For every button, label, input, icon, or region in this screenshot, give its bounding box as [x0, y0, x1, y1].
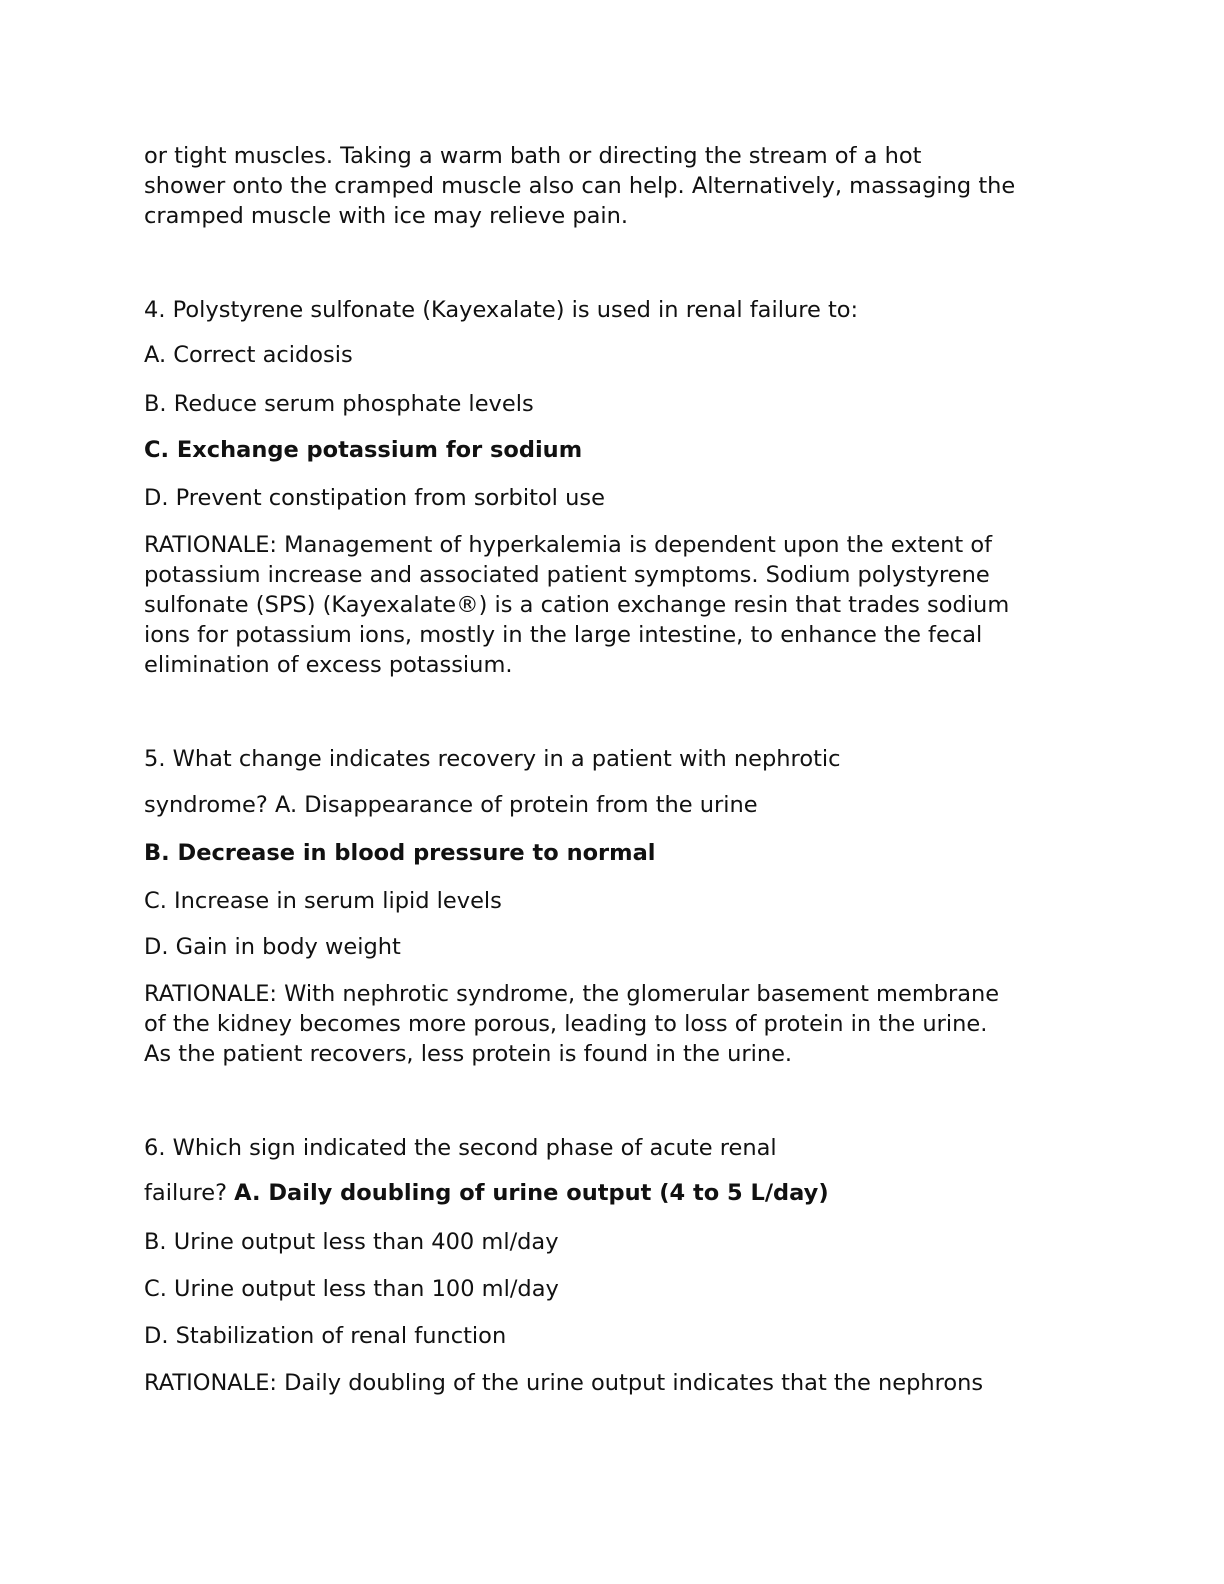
question-6-prefix: failure?: [144, 1180, 235, 1206]
q4-rationale-line: RATIONALE: Management of hyperkalemia is dependent upon the extent of: [144, 532, 993, 558]
q4-rationale-line: elimination of excess potassium.: [144, 652, 513, 678]
q6-option-a-answer: A. Daily doubling of urine output (4 to 5 L/day): [234, 1180, 829, 1206]
q5-option-d: D. Gain in body weight: [144, 934, 401, 960]
q6-option-d: D. Stabilization of renal function: [144, 1323, 507, 1349]
q4-rationale-line: potassium increase and associated patient symptoms. Sodium polystyrene: [144, 562, 990, 588]
question-5-line1: 5. What change indicates recovery in a patient with nephrotic: [144, 746, 841, 772]
question-6-line2: [144, 1178, 829, 1208]
intro-line: cramped muscle with ice may relieve pain.: [144, 203, 629, 229]
q5-rationale-line: of the kidney becomes more porous, leading to loss of protein in the urine.: [144, 1011, 988, 1037]
q6-option-b: B. Urine output less than 400 ml/day: [144, 1229, 559, 1255]
question-6-line1: 6. Which sign indicated the second phase of acute renal: [144, 1135, 777, 1161]
q4-option-a: A. Correct acidosis: [144, 342, 353, 368]
q4-option-b: B. Reduce serum phosphate levels: [144, 391, 534, 417]
intro-line: or tight muscles. Taking a warm bath or directing the stream of a hot: [144, 143, 922, 169]
q5-rationale-line: As the patient recovers, less protein is found in the urine.: [144, 1041, 793, 1067]
q5-option-c: C. Increase in serum lipid levels: [144, 888, 502, 914]
q5-option-b-answer: B. Decrease in blood pressure to normal: [144, 840, 656, 866]
question-4: 4. Polystyrene sulfonate (Kayexalate) is used in renal failure to:: [144, 297, 859, 323]
q4-rationale-line: sulfonate (SPS) (Kayexalate®) is a cation exchange resin that trades sodium: [144, 592, 1010, 618]
question-5-line2: syndrome? A. Disappearance of protein from the urine: [144, 792, 758, 818]
intro-line: shower onto the cramped muscle also can help. Alternatively, massaging the: [144, 173, 1016, 199]
q4-option-c-answer: C. Exchange potassium for sodium: [144, 437, 583, 463]
q4-option-d: D. Prevent constipation from sorbitol use: [144, 485, 605, 511]
q4-rationale-line: ions for potassium ions, mostly in the large intestine, to enhance the fecal: [144, 622, 983, 648]
q5-rationale-line: RATIONALE: With nephrotic syndrome, the glomerular basement membrane: [144, 981, 1000, 1007]
q6-rationale-line: RATIONALE: Daily doubling of the urine output indicates that the nephrons: [144, 1370, 984, 1396]
q6-option-c: C. Urine output less than 100 ml/day: [144, 1276, 559, 1302]
